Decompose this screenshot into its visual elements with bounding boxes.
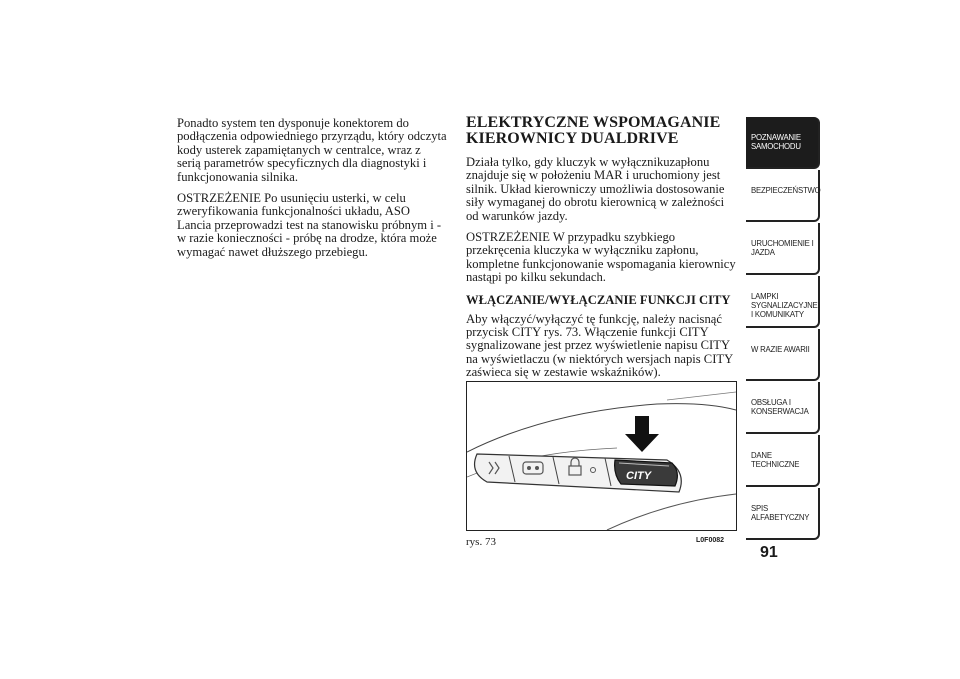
tab-dane-techniczne[interactable]: DANE TECHNICZNE bbox=[746, 435, 820, 487]
arrow-down-icon bbox=[625, 416, 659, 452]
chapter-tabs bbox=[746, 117, 820, 541]
paragraph-dualdrive-intro: Działa tylko, gdy kluczyk w wyłącznikuzapłonu znajduje się w położeniu MAR i uruchomiony jest silnik. Układ kierowniczy umożliwia dostosowanie siły wymaganej do obrotu kierownicą w zależności od warunków jazdy. bbox=[466, 155, 725, 223]
left-column bbox=[177, 117, 447, 267]
tab-lampki-sygnalizacyjne[interactable]: LAMPKI SYGNALIZACYJNE I KOMUNIKATY bbox=[746, 276, 820, 328]
paragraph-warning-repair: OSTRZEŻENIE Po usunięciu usterki, w celu zweryfikowania funkcjonalności układu, ASO Lancia przeprowadzi test na stanowisku próbnym i - w razie konieczności - próbę na drodze, która może wymagać nawet dłuższego przebiegu. bbox=[177, 191, 442, 259]
page-number: 91 bbox=[760, 544, 778, 561]
city-button bbox=[615, 460, 678, 486]
tab-spis-alfabetyczny[interactable]: SPIS ALFABETYCZNY bbox=[746, 488, 820, 540]
city-button-label: CITY bbox=[626, 470, 652, 482]
city-button-illustration bbox=[467, 382, 736, 530]
section-heading-dualdrive: ELEKTRYCZNE WSPOMAGANIE KIEROWNICY DUALDRIVE bbox=[466, 114, 721, 147]
tab-uruchomienie-i-jazda[interactable]: URUCHOMIENIE I JAZDA bbox=[746, 223, 820, 275]
tab-w-razie-awarii[interactable]: W RAZIE AWARII bbox=[746, 329, 820, 381]
paragraph-warning-ignition: OSTRZEŻENIE W przypadku szybkiego przekręcenia kluczyka w wyłączniku zapłonu, kompletne funkcjonowanie wspomagania kierownicy nastąpi po kilku sekundach. bbox=[466, 230, 736, 285]
figure-city-button bbox=[466, 381, 737, 531]
subheading-city-function: WŁĄCZANIE/WYŁĄCZANIE FUNKCJI CITY bbox=[466, 292, 731, 307]
tab-bezpieczenstwo[interactable]: BEZPIECZEŃSTWO bbox=[746, 170, 820, 222]
figure-code: L0F0082 bbox=[696, 537, 725, 544]
tab-poznawanie-samochodu[interactable]: POZNAWANIE SAMOCHODU bbox=[746, 117, 820, 169]
paragraph-diagnostics: Ponadto system ten dysponuje konektorem do podłączenia odpowiedniego przyrządu, który odczyta kody usterek zapamiętanych w centralce, wraz z serią parametrów specyficznych dla diagnostyki i funkcjonowania silnika. bbox=[177, 116, 447, 184]
paragraph-city-instructions: Aby włączyć/wyłączyć tę funkcję, należy nacisnąć przycisk CITY rys. 73. Włączenie funkcji CITY sygnalizowane jest przez wyświetlenie napisu CITY na wyświetlaczu (w niektórych wersjach napis CITY zaświeca się w zestawie wskaźników). bbox=[466, 311, 733, 380]
figure-caption: rys. 73 bbox=[466, 536, 496, 548]
right-column bbox=[466, 115, 738, 388]
tab-obsluga-i-konserwacja[interactable]: OBSŁUGA I KONSERWACJA bbox=[746, 382, 820, 434]
